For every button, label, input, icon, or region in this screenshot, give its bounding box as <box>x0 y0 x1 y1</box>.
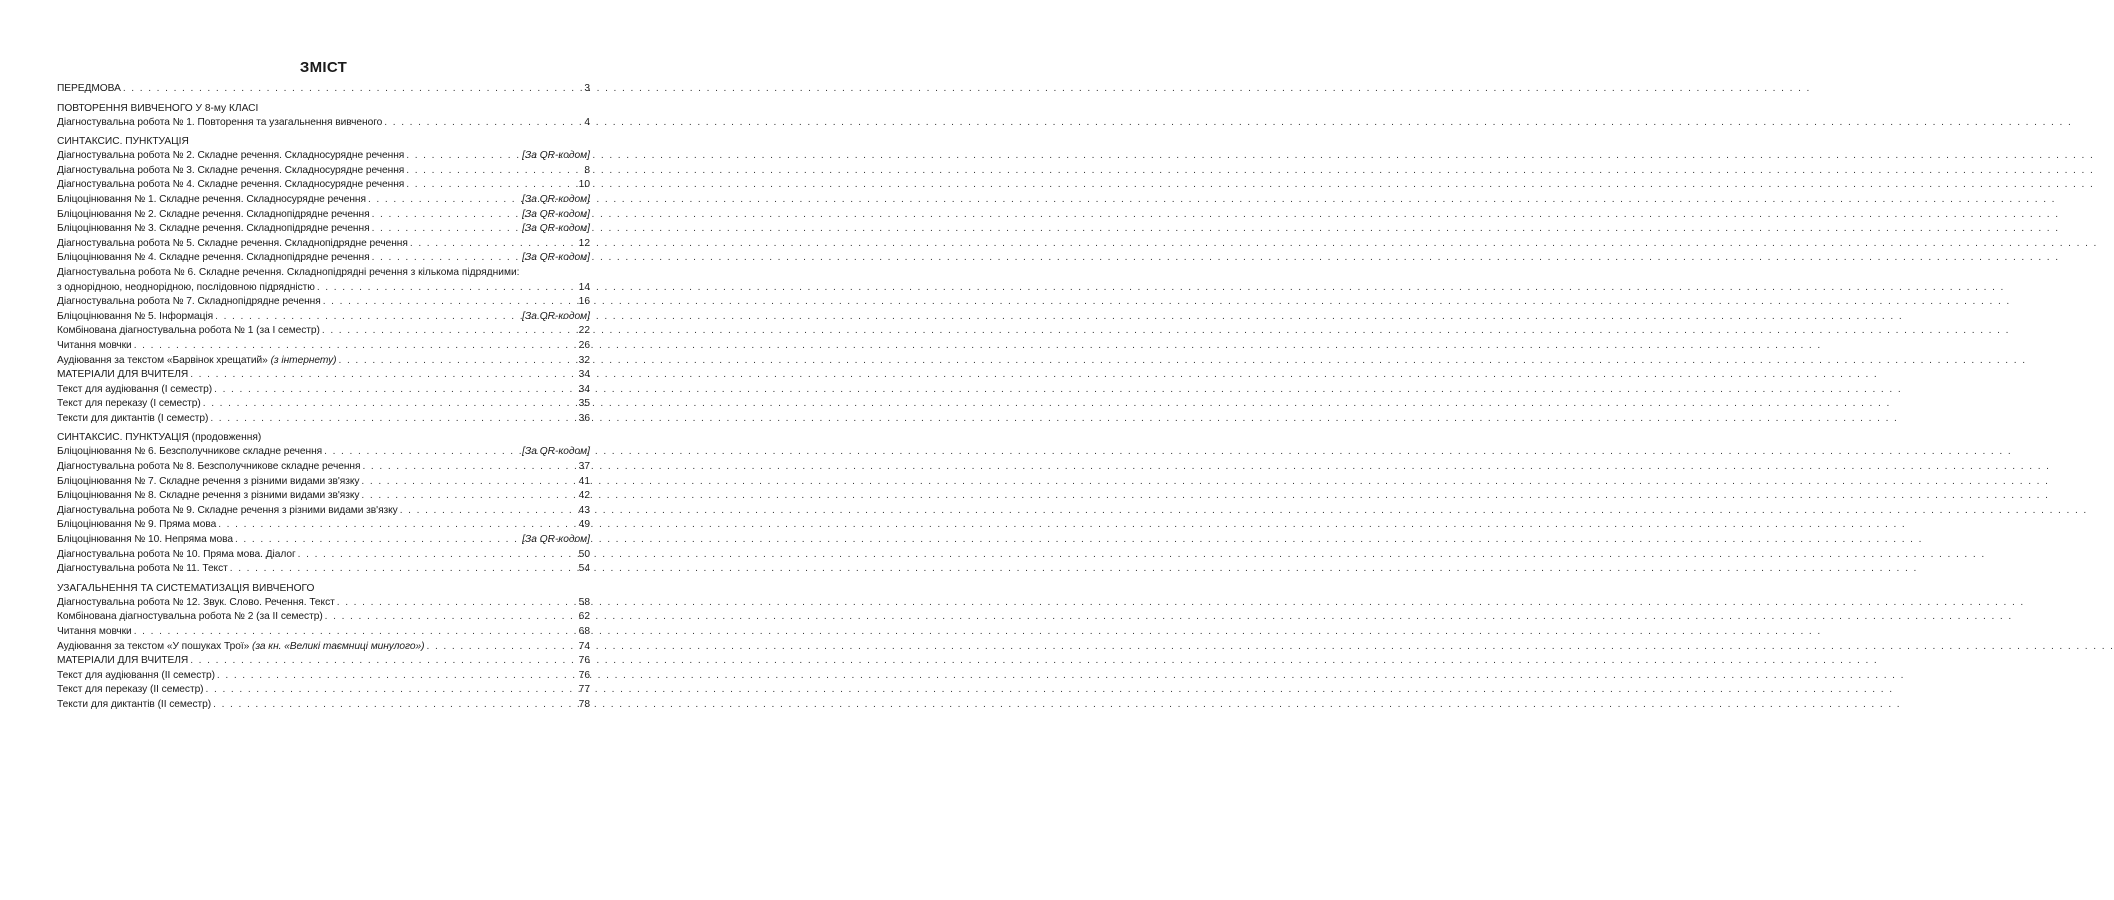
toc-entry[interactable] <box>57 533 590 548</box>
dot-leader <box>406 149 520 164</box>
dot-leader <box>213 698 577 713</box>
toc-entry[interactable] <box>57 295 590 310</box>
dot-leader <box>324 445 520 460</box>
dot-leader <box>361 489 576 504</box>
toc-entry-text: Читання мовчки <box>57 626 132 637</box>
toc-page-number: 4 <box>584 116 590 128</box>
toc-entry[interactable] <box>57 251 590 266</box>
toc-entry-text: Бліцоцінювання № 3. Складне речення. Складнопідрядне речення <box>57 223 370 235</box>
toc-page-number: 78 <box>578 698 590 710</box>
toc-entry-multiline-first[interactable]: Діагностувальна робота № 6. Складне речення. Складнопідрядні речення з кількома підрядними: <box>57 266 520 278</box>
dot-leader <box>361 475 576 490</box>
toc-entry-source: (з інтернету) <box>270 354 337 366</box>
toc-entry-text: Комбінована діагностувальна робота № 1 (за І семестр) <box>57 325 320 337</box>
dot-leader <box>339 354 577 369</box>
dot-leader <box>400 504 577 519</box>
toc-entry[interactable] <box>57 412 590 427</box>
toc-entry-text: МАТЕРІАЛИ ДЛЯ ВЧИТЕЛЯ <box>57 369 189 381</box>
toc-entry-text: Діагностувальна робота № 11. Текст <box>57 563 228 575</box>
toc-entry[interactable] <box>57 445 590 460</box>
dot-leader <box>190 654 576 669</box>
toc-page-number: 76 <box>578 669 590 681</box>
toc-entry[interactable] <box>57 116 590 131</box>
toc-entry-text: Бліцоцінювання № 10. Непряма мова <box>57 534 233 546</box>
dot-leader <box>406 178 576 193</box>
toc-page-number: [За QR-кодом] <box>522 208 590 220</box>
toc-page-number: 42 <box>578 490 590 502</box>
dot-leader <box>214 383 577 398</box>
toc-entry-text: Діагностувальна робота № 2. Складне речення. Складносурядне речення <box>57 150 405 162</box>
dot-leader <box>337 596 577 611</box>
toc-page-number: 14 <box>578 281 590 293</box>
toc-entry-text: ПЕРЕДМОВА <box>57 83 121 94</box>
toc-page-number: 49 <box>578 519 590 531</box>
toc-entry[interactable] <box>57 222 590 237</box>
toc-page-number: 74 <box>578 640 590 652</box>
toc-entry[interactable] <box>57 596 590 611</box>
toc-entry-multiline-second[interactable] <box>57 281 590 296</box>
toc-page-number: 34 <box>578 383 590 395</box>
toc-page-number: 50 <box>578 548 590 560</box>
dot-leader <box>426 640 576 655</box>
toc-entry-text: Бліцоцінювання № 6. Безсполучникове складне речення <box>57 446 323 458</box>
toc-entry[interactable] <box>57 562 590 577</box>
toc-page-number: 37 <box>578 461 590 473</box>
dot-leader <box>190 368 576 383</box>
section-heading: ПОВТОРЕННЯ ВИВЧЕНОГО У 8-му КЛАСІ <box>57 102 259 114</box>
toc-entry-text: Читання мовчки <box>57 339 132 351</box>
toc-entry[interactable] <box>57 193 590 208</box>
toc-entry[interactable] <box>57 324 590 339</box>
toc-page-number: 8 <box>584 164 590 176</box>
toc-entry[interactable] <box>57 669 590 684</box>
dot-leader <box>215 310 520 325</box>
dot-leader <box>134 339 577 354</box>
toc-entry[interactable] <box>57 504 590 519</box>
dot-leader <box>203 397 577 412</box>
table-of-contents <box>57 58 590 713</box>
section-heading: УЗАГАЛЬНЕННЯ ТА СИСТЕМАТИЗАЦІЯ ВИВЧЕНОГО <box>57 582 315 594</box>
section-heading: СИНТАКСИС. ПУНКТУАЦІЯ (продовження) <box>57 432 262 444</box>
toc-page-number: [За QR-кодом] <box>522 150 590 162</box>
toc-page-number: 76 <box>578 655 590 667</box>
toc-entry[interactable] <box>57 178 590 193</box>
toc-page-number: [За QR-кодом] <box>522 310 590 322</box>
toc-entry[interactable] <box>57 475 590 490</box>
toc-entry-text: Аудіювання за текстом «Барвінок хрещатий» (з інтернету) <box>57 354 337 366</box>
toc-entry[interactable] <box>57 237 590 252</box>
toc-page-number: [За QR-кодом] <box>522 252 590 264</box>
toc-entry[interactable] <box>57 625 590 640</box>
toc-entry-text: Діагностувальна робота № 4. Складне речення. Складносурядне речення <box>57 179 405 191</box>
toc-entry[interactable] <box>57 610 590 625</box>
toc-entry-text: Бліцоцінювання № 8. Складне речення з різними видами зв'язку <box>57 490 360 502</box>
toc-page-number: [За QR-кодом] <box>522 446 590 458</box>
dot-leader <box>368 193 520 208</box>
toc-entry-audio[interactable] <box>57 640 590 655</box>
toc-page-number: 68 <box>578 626 590 637</box>
toc-page-number: 35 <box>578 398 590 410</box>
dot-leader <box>298 548 577 563</box>
toc-page-number: 12 <box>578 237 590 249</box>
toc-entry-text: Комбінована діагностувальна робота № 2 (за ІІ семестр) <box>57 611 323 623</box>
toc-page-number: 62 <box>578 611 590 623</box>
toc-entry-text: Діагностувальна робота № 3. Складне речення. Складносурядне речення <box>57 164 405 176</box>
toc-page-number: 26 <box>578 339 590 351</box>
dot-leader <box>217 669 577 684</box>
toc-entry[interactable] <box>57 460 590 475</box>
toc-entry-text: Діагностувальна робота № 8. Безсполучникове складне речення <box>57 461 361 473</box>
toc-entry-materials[interactable] <box>57 368 590 383</box>
dot-leader <box>134 625 577 640</box>
toc-page-number: 58 <box>578 596 590 608</box>
toc-entry-text: Тексти для диктантів (ІІ семестр) <box>57 698 212 710</box>
dot-leader <box>325 610 577 625</box>
toc-page-number: 34 <box>578 369 590 381</box>
toc-page-number: 22 <box>578 325 590 337</box>
dot-leader <box>384 116 582 131</box>
toc-entry-text: Бліцоцінювання № 5. Інформація <box>57 310 214 322</box>
toc-entry-text: Діагностувальна робота № 10. Пряма мова. Діалог <box>57 548 296 560</box>
toc-entry-materials[interactable] <box>57 654 590 669</box>
toc-entry-preface[interactable] <box>57 82 590 97</box>
dot-leader <box>362 460 576 475</box>
toc-page-number: [За QR-кодом] <box>522 193 590 205</box>
dot-leader <box>206 683 577 698</box>
toc-page-number: 10 <box>578 179 590 191</box>
toc-page-number: 32 <box>578 354 590 366</box>
toc-page-number: 3 <box>584 83 590 94</box>
toc-entry[interactable] <box>57 548 590 563</box>
dot-leader <box>230 562 577 577</box>
toc-page-number: [За QR-кодом] <box>522 223 590 235</box>
section-heading: СИНТАКСИС. ПУНКТУАЦІЯ <box>57 136 189 148</box>
toc-entry-text: Бліцоцінювання № 2. Складне речення. Складнопідрядне речення <box>57 208 370 220</box>
toc-entry-text: Бліцоцінювання № 1. Складне речення. Складносурядне речення <box>57 193 366 205</box>
toc-page-number: 54 <box>578 563 590 575</box>
toc-entry[interactable] <box>57 397 590 412</box>
dot-leader <box>317 281 577 296</box>
toc-entry-text: Діагностувальна робота № 7. Складнопідрядне речення <box>57 296 321 308</box>
toc-page-number: 41 <box>578 475 590 487</box>
toc-entry[interactable] <box>57 149 590 164</box>
dot-leader <box>372 251 521 266</box>
toc-entry[interactable] <box>57 489 590 504</box>
dot-leader <box>218 518 576 533</box>
toc-entry-text: Бліцоцінювання № 7. Складне речення з різними видами зв'язку <box>57 475 360 487</box>
toc-entry-text: Бліцоцінювання № 4. Складне речення. Складнопідрядне речення <box>57 252 370 264</box>
toc-entry[interactable] <box>57 698 590 713</box>
dot-leader <box>372 208 521 223</box>
toc-page-number: 16 <box>578 296 590 308</box>
dot-leader <box>123 82 583 97</box>
toc-entry[interactable] <box>57 518 590 533</box>
toc-entry-text: Текст для переказу (ІІ семестр) <box>57 684 204 696</box>
toc-entry-text: Аудіювання за текстом «У пошуках Трої» (за кн. «Великі таємниці минулого») <box>57 640 425 652</box>
toc-entry[interactable] <box>57 339 590 354</box>
toc-entry[interactable] <box>57 164 590 179</box>
dot-leader <box>210 412 576 427</box>
toc-page-number: 43 <box>578 504 590 516</box>
toc-entry[interactable] <box>57 683 590 698</box>
toc-entry[interactable] <box>57 208 590 223</box>
dot-leader <box>372 222 521 237</box>
dot-leader <box>406 164 582 179</box>
toc-entry-text: Текст для аудіювання (ІІ семестр) <box>57 669 215 681</box>
toc-entry-text: Бліцоцінювання № 9. Пряма мова <box>57 519 217 531</box>
toc-entry-audio[interactable] <box>57 354 590 369</box>
toc-page-number: 77 <box>578 684 590 696</box>
toc-entry-text: Діагностувальна робота № 1. Повторення та узагальнення вивченого <box>57 116 383 128</box>
toc-entry-text: Діагностувальна робота № 5. Складне речення. Складнопідрядне речення <box>57 237 408 249</box>
toc-page-number: 36 <box>578 412 590 424</box>
toc-entry[interactable] <box>57 310 590 325</box>
toc-entry-text: Текст для аудіювання (І семестр) <box>57 383 213 395</box>
toc-entry-text: Текст для переказу (І семестр) <box>57 398 201 410</box>
page-title: ЗМІСТ <box>299 59 348 76</box>
dot-leader <box>410 237 577 252</box>
toc-entry-source: (за кн. «Великі таємниці минулого») <box>252 640 425 652</box>
dot-leader <box>322 324 577 339</box>
dot-leader <box>323 295 577 310</box>
dot-leader <box>235 533 520 548</box>
toc-entry-text: з однорідною, неоднорідною, послідовною підрядністю <box>57 281 315 293</box>
toc-entry[interactable] <box>57 383 590 398</box>
toc-page-number: [За QR-кодом] <box>522 534 590 546</box>
toc-entry-text: МАТЕРІАЛИ ДЛЯ ВЧИТЕЛЯ <box>57 655 189 667</box>
toc-entry-text: Діагностувальна робота № 9. Складне речення з різними видами зв'язку <box>57 504 398 516</box>
toc-entry-text: Тексти для диктантів (І семестр) <box>57 412 209 424</box>
toc-entry-text: Діагностувальна робота № 12. Звук. Слово. Речення. Текст <box>57 596 335 608</box>
